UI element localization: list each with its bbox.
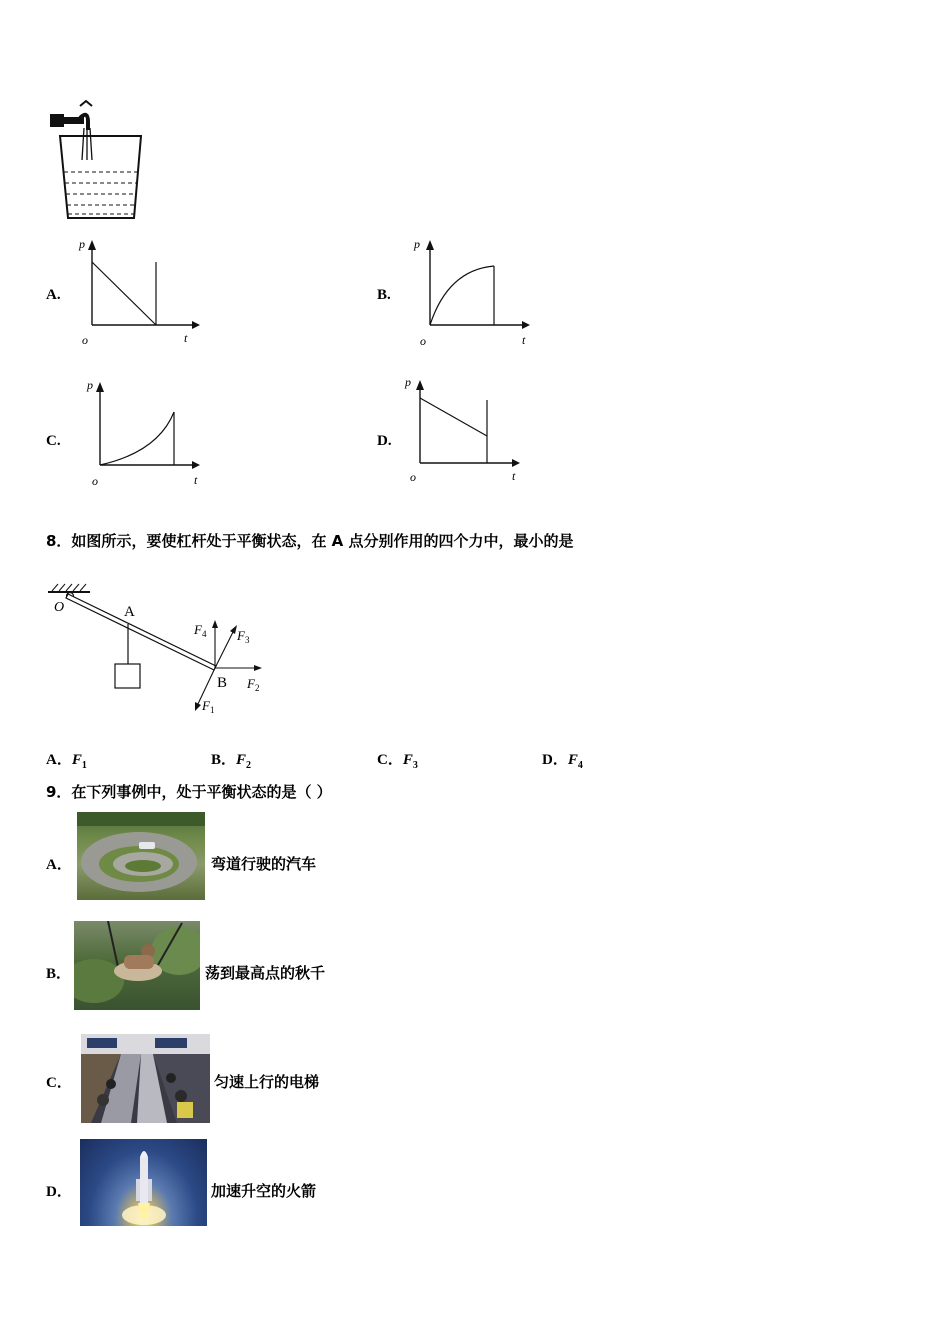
q9-option-b-text: 荡到最高点的秋千 <box>205 964 326 982</box>
q7-graph-b <box>408 232 538 350</box>
q8-option-a[interactable]: A．$F_1$ <box>46 752 87 771</box>
y-axis-arrow-icon <box>426 240 434 250</box>
x-axis-arrow-icon <box>192 321 200 329</box>
beaker-faucet-figure <box>44 98 149 226</box>
pivot-label: O <box>54 600 65 615</box>
q9-option-b-label[interactable]: B． <box>46 966 72 982</box>
origin-label: o <box>410 470 416 484</box>
q7-graph-d <box>398 370 528 488</box>
q7-option-d-label[interactable]: D. <box>377 433 392 449</box>
origin-label: o <box>92 474 98 488</box>
escalator-photo <box>81 1034 210 1123</box>
y-axis-label: p <box>79 237 85 251</box>
y-axis-arrow-icon <box>96 382 104 392</box>
faucet-handle-icon <box>50 114 64 127</box>
x-axis-label: t <box>194 473 198 487</box>
hanging-weight <box>115 664 140 688</box>
q9-option-c-label[interactable]: C． <box>46 1075 72 1091</box>
arrow-up-icon <box>212 620 218 628</box>
q7-graph-c <box>78 372 208 490</box>
q9-option-d-label[interactable]: D． <box>46 1184 72 1200</box>
x-axis-arrow-icon <box>192 461 200 469</box>
svg-text:F3: $F_3$ <box>237 628 250 645</box>
svg-text:F4: $F_4$ <box>194 622 207 639</box>
q9-option-a-text: 弯道行驶的汽车 <box>211 855 317 873</box>
q8-option-b[interactable]: B．$F_2$ <box>211 752 252 771</box>
q9-stem: 9．在下列事例中，处于平衡状态的是（ ） <box>46 783 332 801</box>
x-axis-arrow-icon <box>512 459 520 467</box>
point-b-label: B <box>217 675 228 691</box>
x-axis-label: t <box>184 331 188 345</box>
q9-option-c-text: 匀速上行的电梯 <box>214 1073 320 1091</box>
q9-option-a-label[interactable]: A． <box>46 857 72 873</box>
q8-option-d[interactable]: D．$F_4$ <box>542 752 583 771</box>
q8-option-c[interactable]: C．$F_3$ <box>377 752 418 771</box>
point-a-label: A <box>124 604 135 620</box>
y-axis-arrow-icon <box>88 240 96 250</box>
origin-label: o <box>420 334 426 348</box>
x-axis-label: t <box>512 469 516 483</box>
svg-text:F2: $F_2$ <box>247 676 260 693</box>
arrow-up-right-icon <box>230 625 237 634</box>
y-axis-label: p <box>87 378 93 392</box>
rocket-photo <box>80 1139 207 1226</box>
q7-option-b-label[interactable]: B. <box>377 287 391 303</box>
q7-graph-a <box>70 232 200 350</box>
arrow-right-icon <box>254 665 262 671</box>
q8-stem: 8．如图所示，要使杠杆处于平衡状态，在 A 点分别作用的四个力中，最小的是 <box>46 532 574 550</box>
y-axis-label: p <box>405 375 411 389</box>
q7-option-c-label[interactable]: C. <box>46 433 61 449</box>
y-axis-arrow-icon <box>416 380 424 390</box>
svg-text:F1: $F_1$ <box>202 698 215 715</box>
swing-photo <box>74 921 200 1010</box>
x-axis-arrow-icon <box>522 321 530 329</box>
x-axis-label: t <box>522 333 526 347</box>
q7-option-a-label[interactable]: A. <box>46 287 61 303</box>
lever-diagram <box>44 578 268 718</box>
y-axis-label: p <box>414 237 420 251</box>
origin-label: o <box>82 333 88 347</box>
q9-option-d-text: 加速升空的火箭 <box>211 1182 317 1200</box>
winding-road-photo <box>77 812 205 900</box>
